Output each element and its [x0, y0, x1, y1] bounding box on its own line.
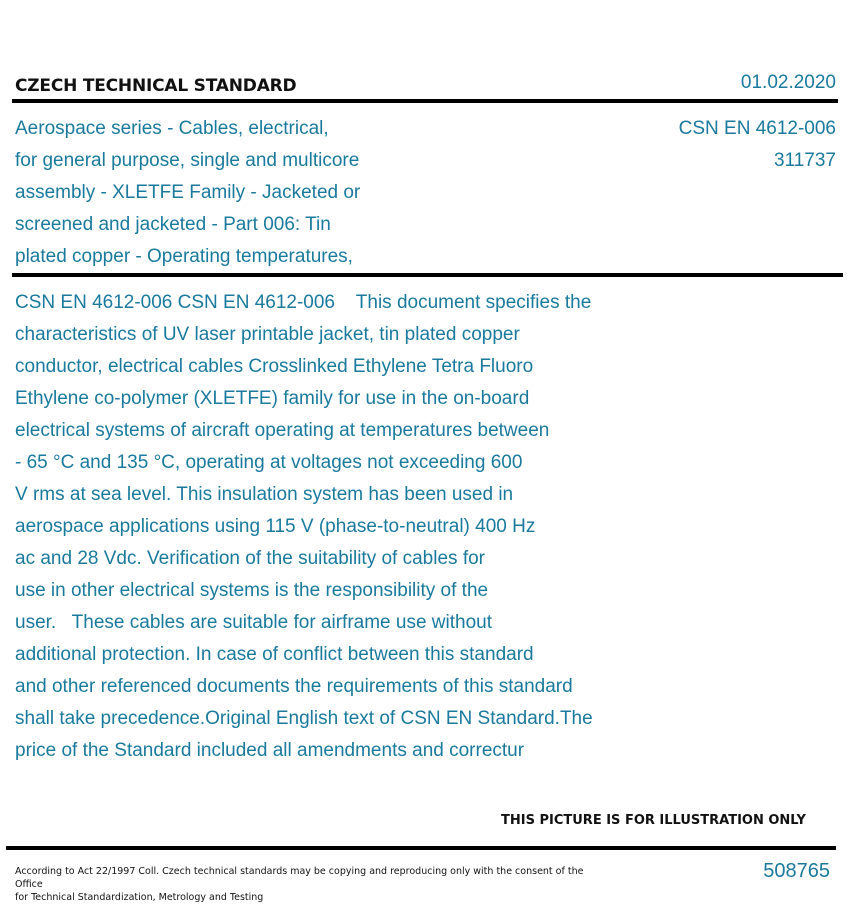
abstract-line: aerospace applications using 115 V (phase-to-neutral) 400 Hz	[15, 516, 536, 537]
abstract-line: V rms at sea level. This insulation system has been used in	[15, 484, 514, 505]
abstract-line: Ethylene co-polymer (XLETFE) family for use in the on-board	[15, 388, 530, 409]
legal-notice	[15, 865, 595, 904]
title-line: plated copper - Operating temperatures,	[15, 246, 353, 267]
abstract-line: and other referenced documents the requirements of this standard	[15, 676, 573, 697]
title-line: Aerospace series - Cables, electrical,	[15, 118, 329, 139]
abstract-line: use in other electrical systems is the responsibility of the	[15, 580, 489, 601]
legal-line: According to Act 22/1997 Coll. Czech technical standards may be copying and reproducing only with the consent of the Office	[15, 866, 584, 890]
footer-divider	[6, 846, 836, 850]
abstract-line: electrical systems of aircraft operating at temperatures between	[15, 420, 550, 441]
standard-codes	[679, 113, 836, 177]
standard-header-title: CZECH TECHNICAL STANDARD	[15, 76, 297, 96]
abstract-line: user. These cables are suitable for airframe use without	[15, 612, 493, 633]
abstract-line: conductor, electrical cables Crosslinked Ethylene Tetra Fluoro	[15, 356, 534, 377]
class-number: 311737	[774, 150, 836, 171]
standard-code: CSN EN 4612-006	[678, 118, 836, 139]
illustration-disclaimer: THIS PICTURE IS FOR ILLUSTRATION ONLY	[501, 813, 806, 828]
title-line: screened and jacketed - Part 006: Tin	[15, 214, 331, 235]
title-divider	[12, 273, 843, 277]
abstract-line: price of the Standard included all amendments and correctur	[15, 740, 525, 761]
abstract-line: ac and 28 Vdc. Verification of the suitability of cables for	[15, 548, 485, 569]
title-line: for general purpose, single and multicore	[15, 150, 360, 171]
legal-line: for Technical Standardization, Metrology and Testing	[15, 892, 264, 903]
catalog-number: 508765	[763, 860, 830, 882]
document-abstract	[15, 287, 695, 767]
document-title	[15, 113, 435, 273]
header-divider	[12, 99, 838, 103]
title-line: assembly - XLETFE Family - Jacketed or	[15, 182, 361, 203]
publication-date: 01.02.2020	[740, 72, 836, 93]
abstract-line: additional protection. In case of conflict between this standard	[15, 644, 534, 665]
abstract-line: CSN EN 4612-006 CSN EN 4612-006 This document specifies the	[15, 292, 592, 313]
abstract-line: characteristics of UV laser printable jacket, tin plated copper	[15, 324, 520, 345]
abstract-line: - 65 °C and 135 °C, operating at voltages not exceeding 600	[15, 452, 523, 473]
abstract-line: shall take precedence.Original English text of CSN EN Standard.The	[15, 708, 593, 729]
